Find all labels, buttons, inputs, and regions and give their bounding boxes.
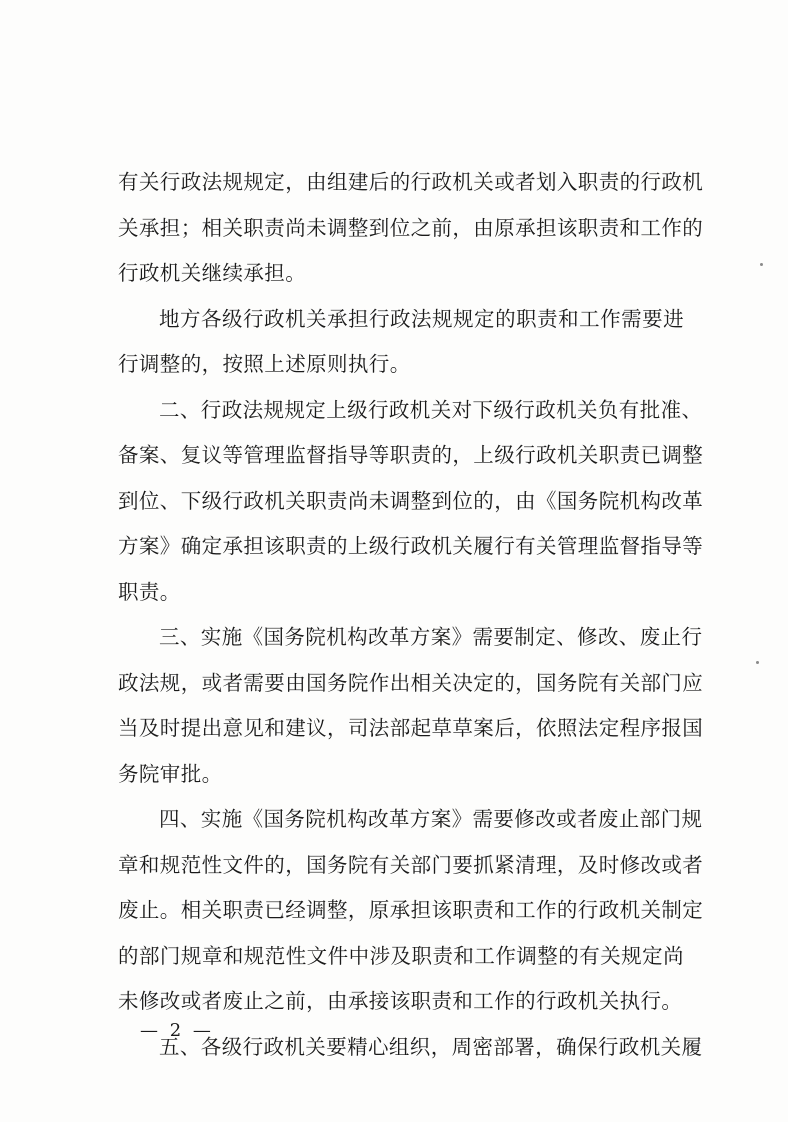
text-line: 五、各级行政机关要精心组织，周密部署，确保行政机关履 xyxy=(159,1034,703,1059)
text-line: 地方各级行政机关承担行政法规规定的职责和工作需要进 xyxy=(159,306,684,331)
body-text xyxy=(118,160,704,1070)
paragraph-item-four xyxy=(118,797,704,1025)
text-line: 务院审批。 xyxy=(118,761,223,786)
text-line: 四、实施《国务院机构改革方案》需要修改或者废止部门规 xyxy=(159,807,703,831)
text-line: 二、行政法规规定上级行政机关对下级行政机关负有批准、 xyxy=(159,397,703,422)
scan-speck xyxy=(760,263,763,266)
text-line: 行政机关继续承担。 xyxy=(118,261,307,285)
paragraph-item-two xyxy=(118,388,704,616)
paragraph-item-three xyxy=(118,615,704,797)
text-line: 废止。相关职责已经调整，原承担该职责和工作的行政机关制定 xyxy=(118,898,704,922)
text-line: 方案》确定承担该职责的上级行政机关履行有关管理监督指导等 xyxy=(118,534,704,558)
text-line: 三、实施《国务院机构改革方案》需要制定、修改、废止行 xyxy=(159,625,703,649)
text-line: 备案、复议等管理监督指导等职责的，上级行政机关职责已调整 xyxy=(118,443,704,467)
text-line: 行调整的，按照上述原则执行。 xyxy=(118,352,411,376)
text-line: 有关行政法规规定，由组建后的行政机关或者划入职责的行政机 xyxy=(118,170,704,194)
text-line: 当及时提出意见和建议，司法部起草草案后，依照法定程序报国 xyxy=(118,716,704,740)
text-line: 到位、下级行政机关职责尚未调整到位的，由《国务院机构改革 xyxy=(118,488,704,513)
scan-speck xyxy=(756,661,759,664)
text-line: 章和规范性文件的，国务院有关部门要抓紧清理，及时修改或者 xyxy=(118,852,704,877)
paragraph-local-agencies xyxy=(118,297,684,388)
text-line: 的部门规章和规范性文件中涉及职责和工作调整的有关规定尚 xyxy=(118,943,684,968)
paragraph-continuation xyxy=(118,160,704,297)
text-line: 政法规，或者需要由国务院作出相关决定的，国务院有关部门应 xyxy=(118,670,704,695)
text-line: 职责。 xyxy=(118,579,181,604)
page-number: — 2 — xyxy=(140,1020,214,1041)
text-line: 未修改或者废止之前，由承接该职责和工作的行政机关执行。 xyxy=(118,989,683,1013)
text-line: 关承担；相关职责尚未调整到位之前，由原承担该职责和工作的 xyxy=(118,215,704,240)
